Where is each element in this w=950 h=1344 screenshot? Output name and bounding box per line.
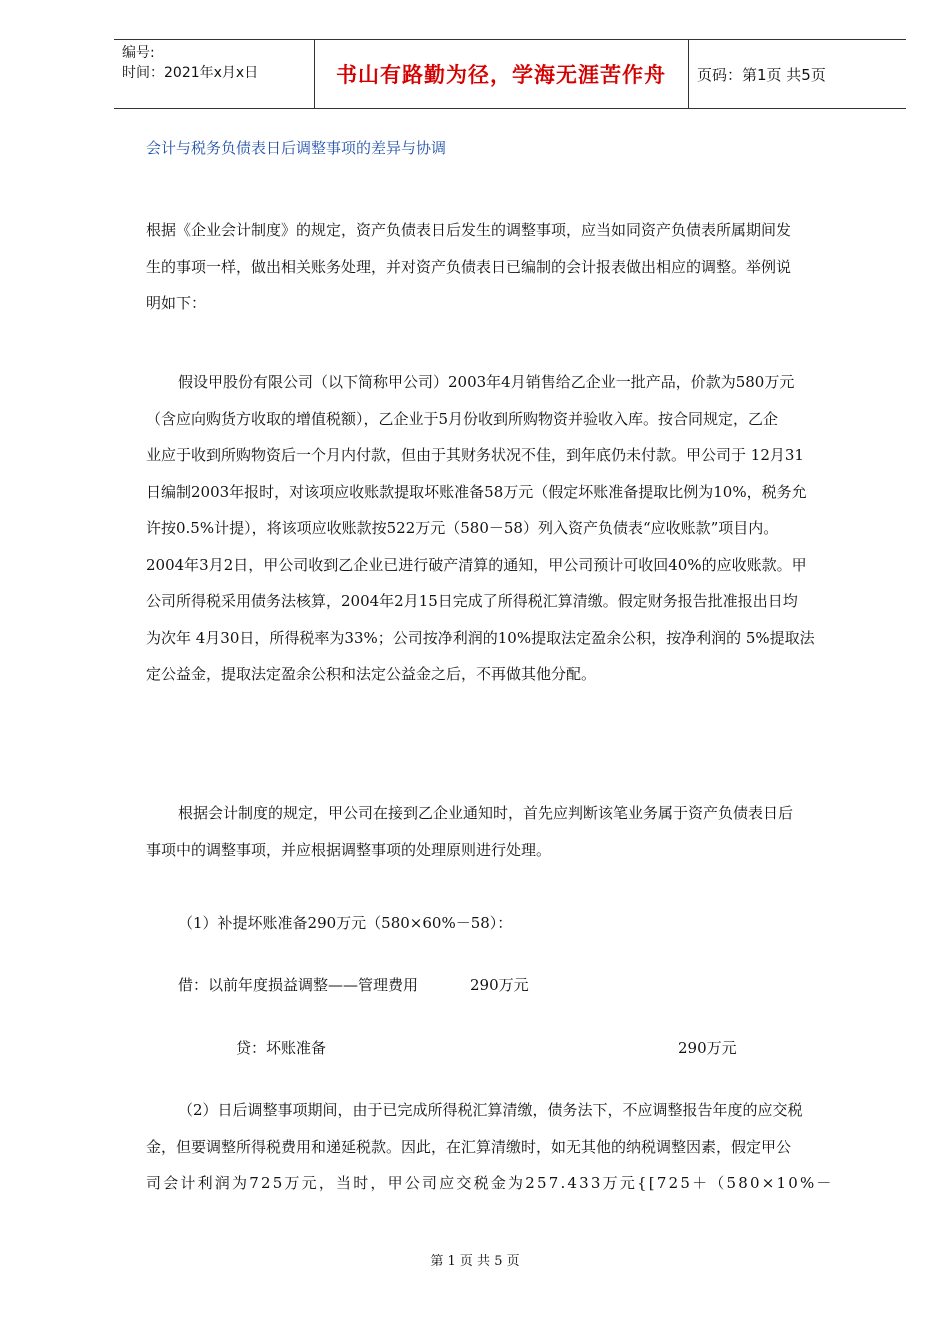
text-line: 2004年3月2日，甲公司收到乙企业已进行破产清算的通知，甲公司预计可收回40%的应收账款。甲 <box>146 555 807 574</box>
text-line: 明如下： <box>146 294 207 312</box>
header-page-label: 页码：第1页 共5页 <box>697 65 826 84</box>
text-line: 事项中的调整事项，并应根据调整事项的处理原则进行处理。 <box>146 840 552 859</box>
text-line: （含应向购货方收取的增值税额），乙企业于5月份收到所购物资并验收入库。按合同规定，乙企 <box>146 409 779 428</box>
text-line: 日编制2003年报时，对该项应收账款提取坏账准备58万元（假定坏账准备提取比例为10%，税务允 <box>146 482 807 501</box>
credit-amount: 290万元 <box>678 1039 737 1057</box>
header-motto: 书山有路勤为径，学海无涯苦作舟 <box>314 40 689 108</box>
page-footer: 第 1 页 共 5 页 <box>430 1254 520 1269</box>
text-line: （2）日后调整事项期间，由于已完成所得税汇算清缴，债务法下，不应调整报告年度的应交税 <box>178 1101 803 1119</box>
text-line: 业应于收到所购物资后一个月内付款，但由于其财务状况不佳，到年底仍未付款。甲公司于 12月31 <box>146 446 804 464</box>
paragraph-example <box>146 364 886 693</box>
paragraph-item-2 <box>146 1092 886 1202</box>
text-line: 生的事项一样，做出相关账务处理，并对资产负债表日已编制的会计报表做出相应的调整。举例说 <box>146 257 792 276</box>
time-label: 时间：2021年x月x日 <box>122 65 259 81</box>
debit-label: 借：以前年度损益调整——管理费用 <box>178 976 419 994</box>
paragraph-analysis <box>146 795 886 868</box>
code-label: 编号: <box>122 45 155 61</box>
document-title: 会计与税务负债表日后调整事项的差异与协调 <box>146 139 447 157</box>
credit-label: 贷：坏账准备 <box>236 1039 327 1057</box>
debit-amount: 290万元 <box>470 976 529 994</box>
header-meta <box>114 40 315 108</box>
text-line: 许按0.5%计提），将该项应收账款按522万元（580－58）列入资产负债表“应收账款”项目内。 <box>146 519 779 537</box>
text-line: 金，但要调整所得税费用和递延税款。因此，在汇算清缴时，如无其他的纳税调整因素，假定甲公 <box>146 1137 792 1156</box>
paragraph-intro <box>146 212 886 322</box>
text-line: 公司所得税采用债务法核算，2004年2月15日完成了所得税汇算清缴。假定财务报告批准报出日均 <box>146 592 798 610</box>
text-line: 为次年 4月30日，所得税率为33%；公司按净利润的10%提取法定盈余公积，按净利润的 5%提取法 <box>146 628 815 647</box>
text-line: 司会计利润为725万元，当时，甲公司应交税金为257.433万元{[725＋（580×10%－ <box>146 1174 834 1192</box>
text-line: 定公益金，提取法定盈余公积和法定公益金之后，不再做其他分配。 <box>146 665 597 683</box>
text-line: 根据会计制度的规定，甲公司在接到乙企业通知时，首先应判断该笔业务属于资产负债表日后 <box>178 804 794 822</box>
text-line: 根据《企业会计制度》的规定，资产负债表日后发生的调整事项，应当如同资产负债表所属期间发 <box>146 221 792 239</box>
text-line: 假设甲股份有限公司（以下简称甲公司）2003年4月销售给乙企业一批产品，价款为580万元 <box>178 373 795 391</box>
item-1: （1）补提坏账准备290万元（580×60%－58）： <box>178 914 513 932</box>
page-header <box>114 39 906 109</box>
